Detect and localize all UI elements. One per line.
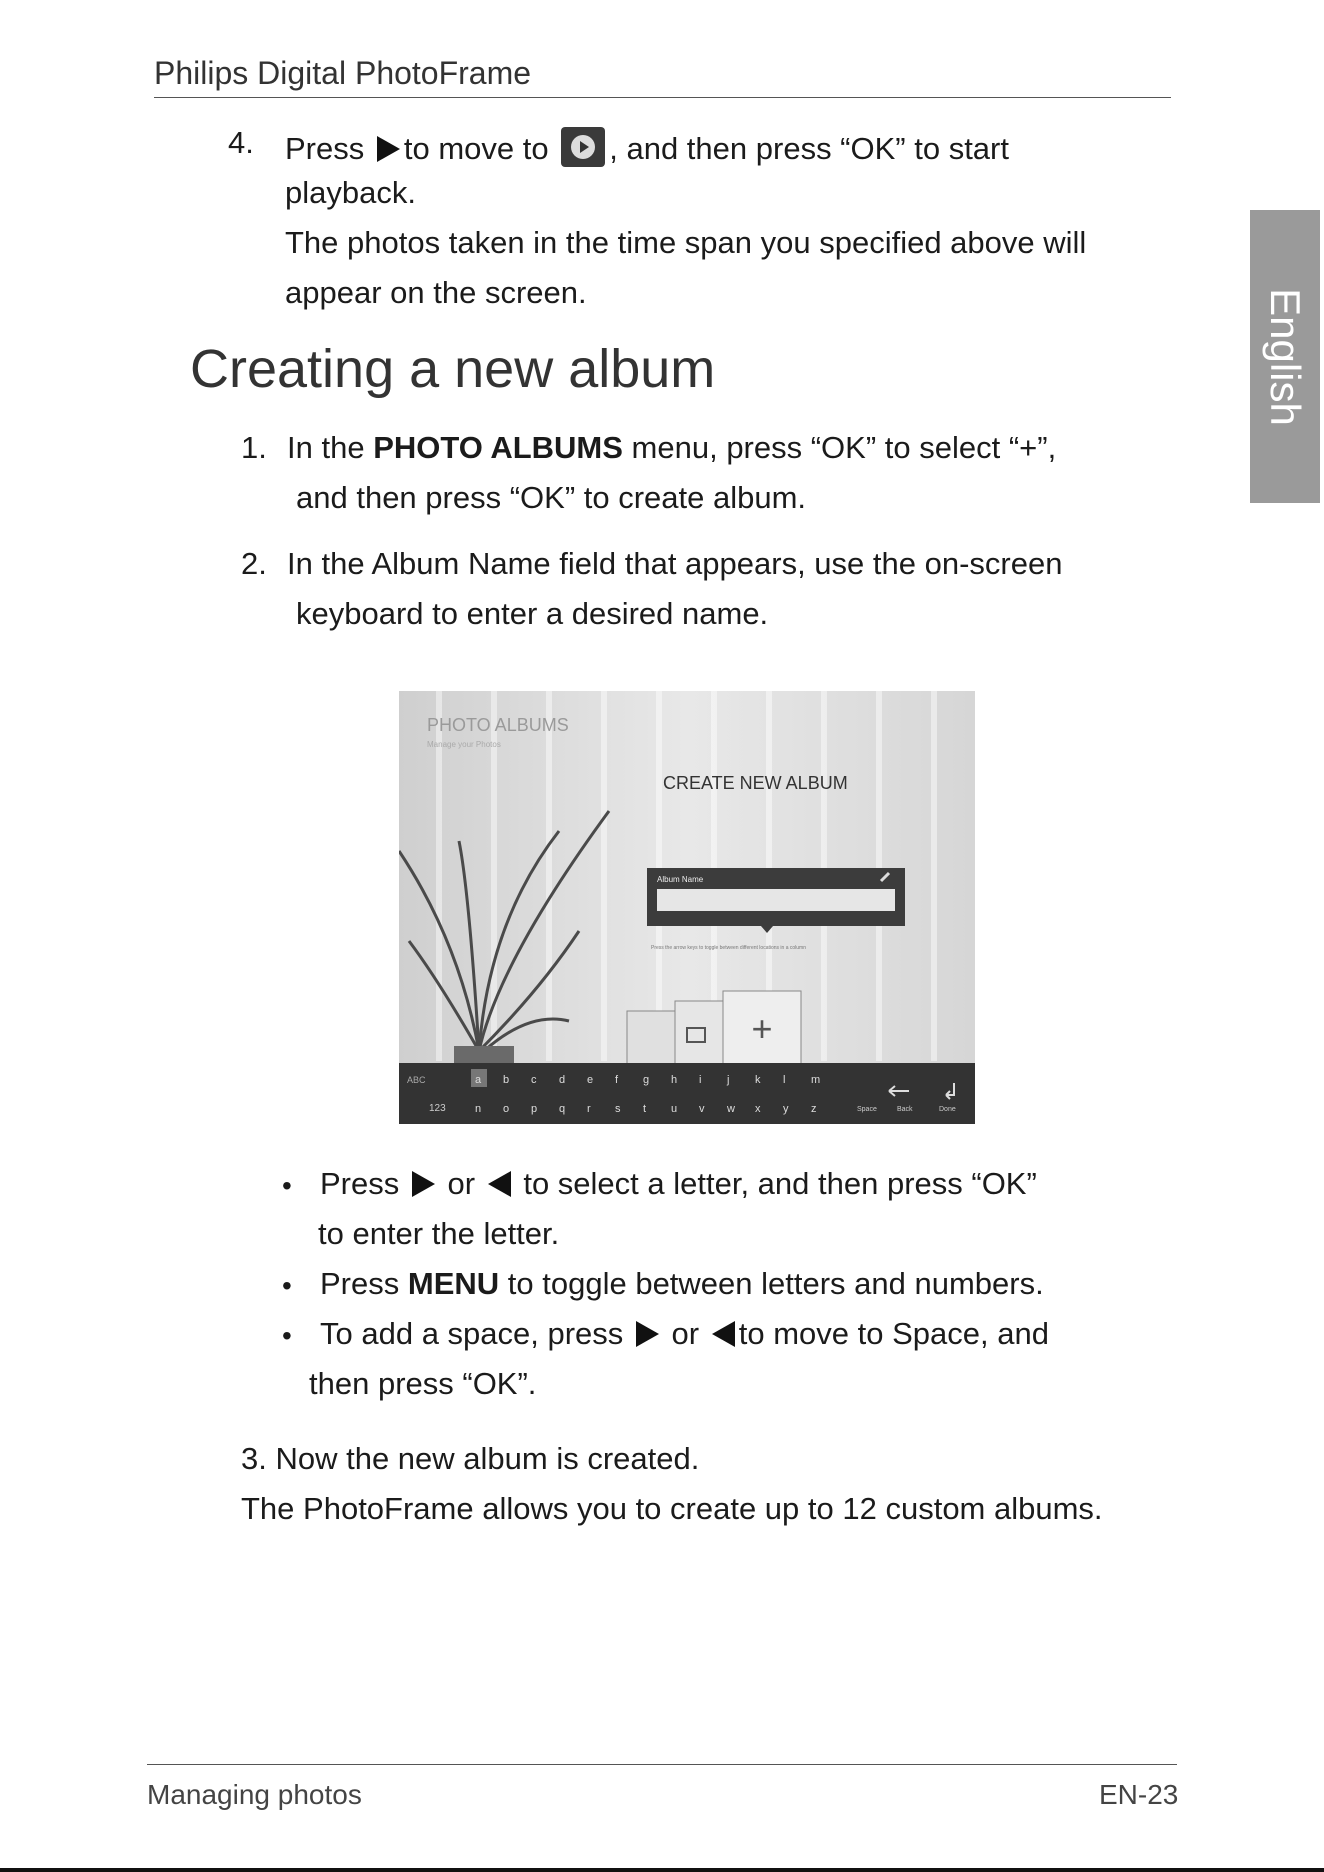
keyboard-key-d[interactable]: d: [559, 1074, 566, 1086]
back-key[interactable]: Back: [897, 1106, 913, 1113]
bullet-3-text-a: To add a space, press: [320, 1316, 624, 1351]
keyboard-key-r[interactable]: r: [587, 1103, 591, 1115]
page-header-title: Philips Digital PhotoFrame: [154, 55, 532, 91]
number-toggle-key[interactable]: 123: [429, 1103, 446, 1114]
bullet-3-text-c: to move to Space, and: [738, 1316, 1049, 1351]
bullet-3: •: [282, 1320, 292, 1351]
right-arrow-icon: [412, 1171, 435, 1197]
left-arrow-icon: [712, 1321, 735, 1347]
keyboard-key-m[interactable]: m: [811, 1074, 821, 1086]
header-rule: [154, 97, 1171, 98]
done-key[interactable]: Done: [939, 1106, 956, 1113]
step-4-text-c: , and then press “OK” to start: [609, 131, 1009, 166]
keyboard-key-n[interactable]: n: [475, 1103, 482, 1115]
section-title: Creating a new album: [190, 339, 716, 399]
screenshot-create-title: CREATE NEW ALBUM: [663, 773, 848, 793]
bullet-1-line-1: [320, 1168, 1037, 1199]
left-arrow-icon: [488, 1171, 511, 1197]
step-1-text-a: In the: [287, 430, 365, 465]
footer-rule: [147, 1764, 1177, 1765]
play-icon: [561, 127, 605, 167]
keyboard-key-t[interactable]: t: [643, 1103, 647, 1115]
bullet-2-text-b: to toggle between letters and numbers.: [507, 1266, 1044, 1301]
keyboard-key-e[interactable]: e: [587, 1074, 594, 1086]
step-2-line-1: In the Album Name field that appears, use the on-screen: [287, 546, 1063, 581]
step-2-line-2: keyboard to enter a desired name.: [296, 596, 769, 631]
step-4-line-4: appear on the screen.: [285, 275, 587, 310]
screenshot-hint: Press the arrow keys to toggle between different locations in a column: [651, 945, 806, 951]
step-4-number: 4.: [228, 125, 254, 160]
bullet-3-line-2: then press “OK”.: [309, 1366, 537, 1401]
album-limit-note: The PhotoFrame allows you to create up to 12 custom albums.: [241, 1491, 1103, 1526]
keyboard-key-j[interactable]: j: [727, 1074, 730, 1086]
bullet-3-text-b: or: [671, 1316, 700, 1351]
keyboard-key-q[interactable]: q: [559, 1103, 566, 1115]
screenshot-menu-title: PHOTO ALBUMS: [427, 715, 569, 735]
bullet-1: •: [282, 1170, 292, 1201]
keyboard-key-k[interactable]: k: [755, 1074, 761, 1086]
language-tab-label: English: [1262, 287, 1309, 426]
keyboard-key-z[interactable]: z: [811, 1103, 817, 1115]
album-name-input[interactable]: [657, 889, 895, 911]
bullet-2-text-a: Press: [320, 1266, 400, 1301]
step-4-line-3: The photos taken in the time span you specified above will: [285, 225, 1087, 260]
step-1-number: 1.: [241, 430, 267, 465]
keyboard-key-v[interactable]: v: [699, 1103, 705, 1115]
album-stack-1: [627, 1011, 675, 1066]
keyboard-key-s[interactable]: s: [615, 1103, 621, 1115]
step-2-number: 2.: [241, 546, 267, 581]
footer-section-name: Managing photos: [147, 1779, 362, 1810]
keyboard-key-o[interactable]: o: [503, 1103, 510, 1115]
page-bottom-edge: [0, 1868, 1324, 1872]
keyboard-key-w[interactable]: w: [727, 1103, 735, 1115]
keyboard-key-l[interactable]: l: [783, 1074, 786, 1086]
bullet-2-line-1: [320, 1268, 1044, 1299]
right-arrow-icon: [377, 136, 400, 162]
step-1-line-1: [287, 432, 1056, 463]
step-3: 3. Now the new album is created.: [241, 1441, 700, 1476]
right-arrow-icon: [636, 1321, 659, 1347]
bullet-1-text-a: Press: [320, 1166, 400, 1201]
step-1-bold: PHOTO ALBUMS: [373, 430, 623, 465]
bullet-1-text-c: to select a letter, and then press “OK”: [523, 1166, 1037, 1201]
step-1-text-b: menu, press “OK” to select “+”,: [631, 430, 1057, 465]
step-1-line-2: and then press “OK” to create album.: [296, 480, 807, 515]
album-name-label: Album Name: [657, 875, 704, 884]
page-number: EN-23: [1099, 1779, 1179, 1810]
step-4-text-b: to move to: [403, 131, 549, 166]
keyboard-key-i[interactable]: i: [699, 1074, 702, 1086]
bullet-3-line-1: [320, 1318, 1049, 1349]
keyboard-key-u[interactable]: u: [671, 1103, 678, 1115]
keyboard-key-c[interactable]: c: [531, 1074, 537, 1086]
keyboard-key-y[interactable]: y: [783, 1103, 789, 1115]
bullet-1-line-2: to enter the letter.: [318, 1216, 560, 1251]
keyboard-key-b[interactable]: b: [503, 1074, 510, 1086]
bullet-2-bold: MENU: [407, 1266, 500, 1301]
keyboard-key-f[interactable]: f: [615, 1074, 619, 1086]
keyboard-key-g[interactable]: g: [643, 1074, 650, 1086]
screenshot-menu-subtitle: Manage your Photos: [427, 740, 501, 749]
bullet-2: •: [282, 1270, 292, 1301]
album-stack-2: [675, 1001, 723, 1066]
bullet-1-text-b: or: [447, 1166, 476, 1201]
plus-icon: +: [751, 1008, 773, 1049]
keyboard-key-a[interactable]: a: [475, 1074, 482, 1086]
keyboard-key-x[interactable]: x: [755, 1103, 761, 1115]
step-4-line-2: playback.: [285, 175, 416, 210]
keyboard-key-p[interactable]: p: [531, 1103, 538, 1115]
space-key[interactable]: Space: [857, 1106, 877, 1113]
step-4-text-a: Press: [285, 131, 365, 166]
language-tab: [1250, 210, 1320, 503]
create-album-screenshot: [399, 691, 975, 1124]
step-4-line-1: [285, 127, 1009, 167]
keyboard-key-h[interactable]: h: [671, 1074, 678, 1086]
abc-key[interactable]: ABC: [407, 1075, 426, 1085]
